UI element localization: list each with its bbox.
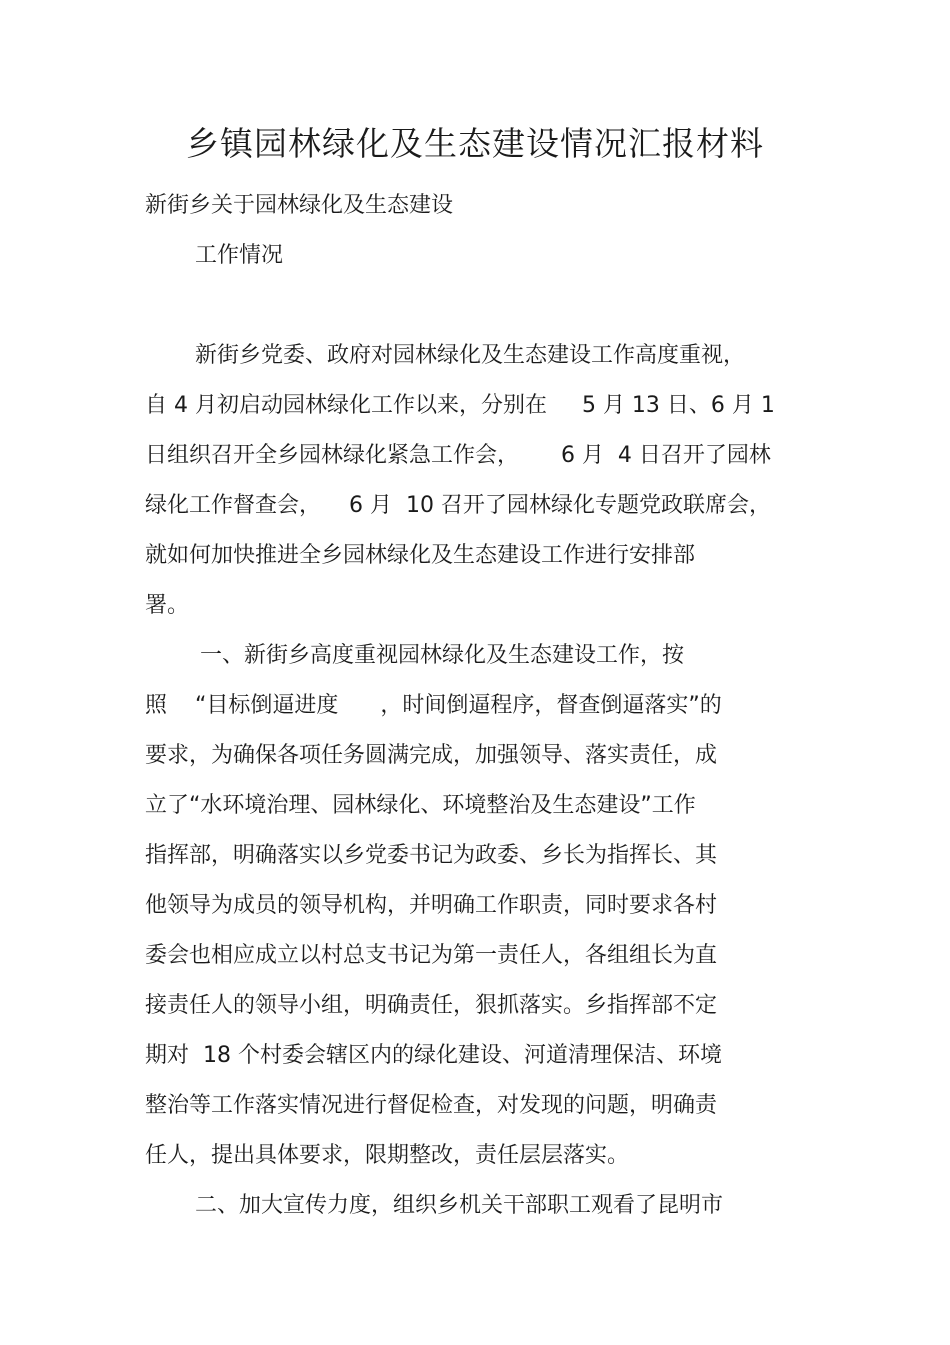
body-line: 一、新街乡高度重视园林绿化及生态建设工作，按 <box>200 643 685 668</box>
body-line: 立了“水环境治理、园林绿化、环境整治及生态建设”工作 <box>145 793 696 818</box>
body-line: 自 4 月初启动园林绿化工作以来，分别在 5 月 13 日、6 月 1 <box>145 393 775 418</box>
body-line: 日组织召开全乡园林绿化紧急工作会， 6 月 4 日召开了园林 <box>145 443 771 468</box>
body-line: 署。 <box>145 593 190 618</box>
body-line: 绿化工作督查会， 6 月 10 召开了园林绿化专题党政联席会， <box>145 493 771 518</box>
body-line: 二、加大宣传力度，组织乡机关干部职工观看了昆明市 <box>195 1193 724 1218</box>
body-line: 期对 18 个村委会辖区内的绿化建设、河道清理保洁、环境 <box>145 1043 722 1068</box>
subtitle-line-2: 工作情况 <box>195 243 284 268</box>
body-line: 委会也相应成立以村总支书记为第一责任人，各组组长为直 <box>145 943 718 968</box>
body-line: 新街乡党委、政府对园林绿化及生态建设工作高度重视， <box>195 343 746 368</box>
body-line: 要求，为确保各项任务圆满完成，加强领导、落实责任，成 <box>145 743 718 768</box>
body-line: 指挥部，明确落实以乡党委书记为政委、乡长为指挥长、其 <box>145 843 718 868</box>
body-line: 接责任人的领导小组，明确责任，狠抓落实。乡指挥部不定 <box>145 993 718 1018</box>
subtitle-line-1: 新街乡关于园林绿化及生态建设 <box>145 193 454 218</box>
body-line: 任人，提出具体要求，限期整改，责任层层落实。 <box>145 1143 630 1168</box>
body-line: 照 “目标倒逼进度 ，时间倒逼程序，督查倒逼落实”的 <box>145 693 722 718</box>
body-line: 整治等工作落实情况进行督促检查，对发现的问题，明确责 <box>145 1093 718 1118</box>
body-line: 他领导为成员的领导机构，并明确工作职责，同时要求各村 <box>145 893 718 918</box>
document-title: 乡镇园林绿化及生态建设情况汇报材料 <box>186 124 764 163</box>
body-line: 就如何加快推进全乡园林绿化及生态建设工作进行安排部 <box>145 543 696 568</box>
